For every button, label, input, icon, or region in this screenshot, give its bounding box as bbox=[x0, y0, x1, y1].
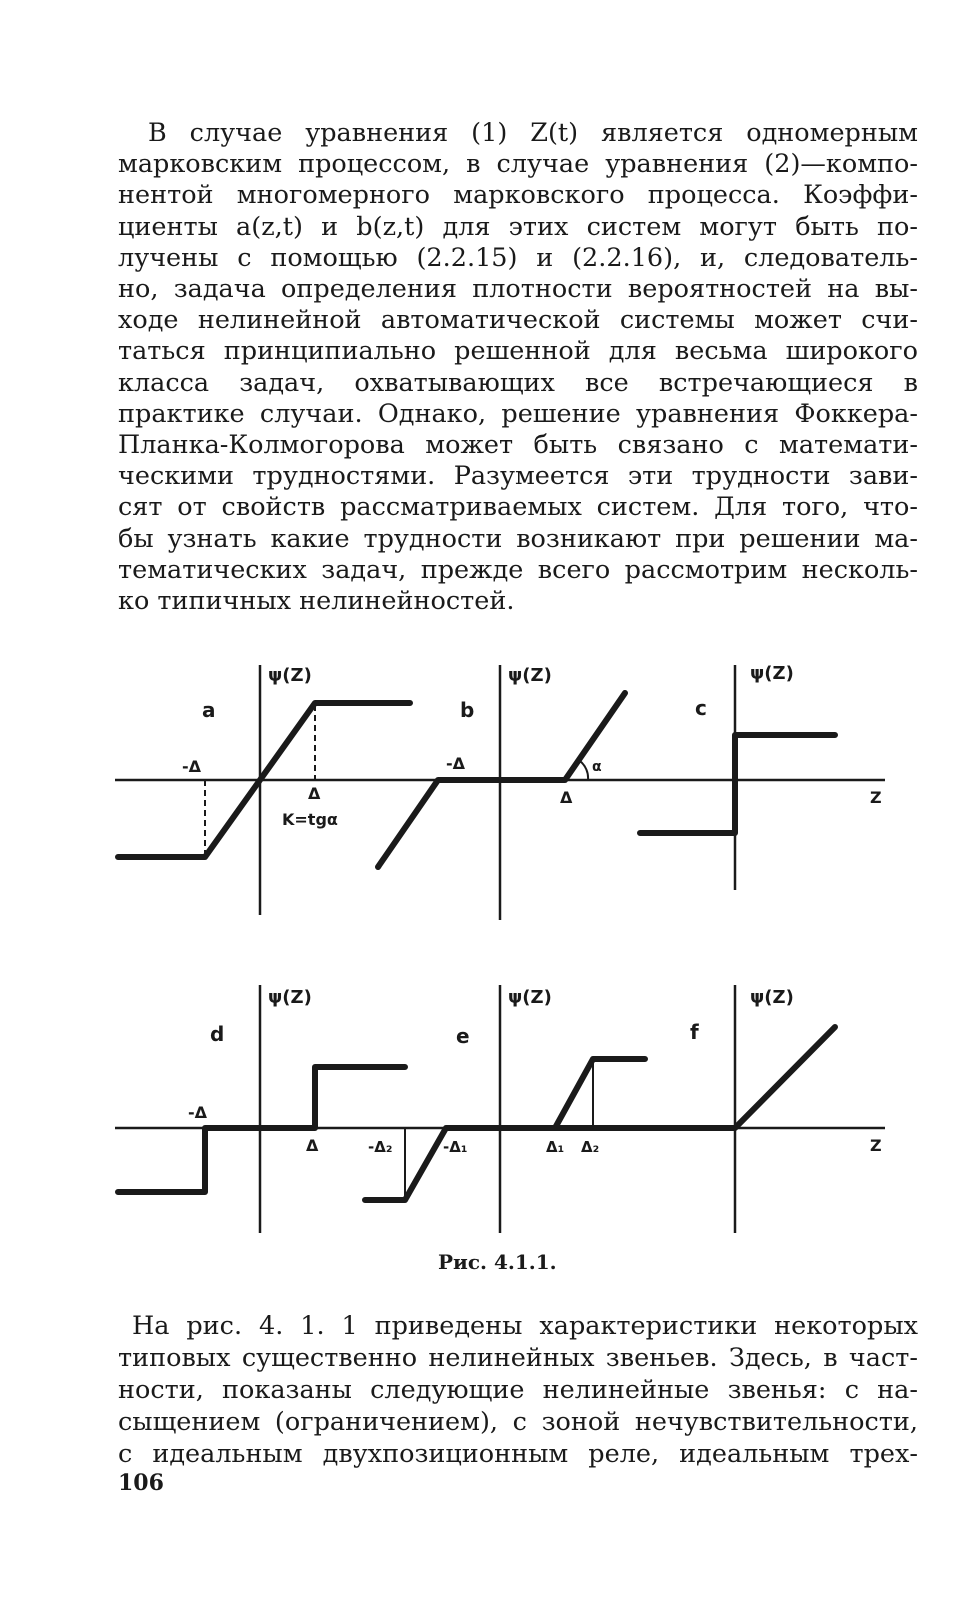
panel-letter: a bbox=[202, 698, 216, 722]
panel-c bbox=[640, 663, 882, 890]
text-line: ности, показаны следующие нелинейные звенья: с на- bbox=[118, 1375, 918, 1405]
x-axis-label: Z bbox=[870, 788, 882, 807]
text-line: сыщением (ограничением), с зоной нечувствительности, bbox=[118, 1407, 918, 1437]
panel-b bbox=[378, 665, 625, 920]
text-line: нентой многомерного марковского процесса. Коэффи- bbox=[118, 180, 918, 211]
threshold-label: -Δ₂ bbox=[368, 1138, 393, 1156]
left-threshold-label: -Δ bbox=[188, 1103, 208, 1122]
slope-label: K=tgα bbox=[282, 810, 338, 829]
text-line: типовых существенно нелинейных звеньев. Здесь, в част- bbox=[118, 1343, 918, 1373]
panel-letter: d bbox=[210, 1022, 225, 1046]
text-line: практике случаи. Однако, решение уравнения Фоккера- bbox=[118, 398, 918, 429]
angle-label: α bbox=[592, 759, 602, 775]
y-axis-label: ψ(Z) bbox=[508, 987, 552, 1008]
panel-letter: b bbox=[460, 698, 475, 722]
left-threshold-label: -Δ bbox=[446, 754, 466, 773]
panel-f bbox=[555, 985, 882, 1233]
text-line: тематических задач, прежде всего рассмотрим несколь- bbox=[118, 554, 918, 585]
right-threshold-label: Δ bbox=[308, 784, 321, 803]
angle-arc bbox=[580, 761, 588, 780]
paragraph-1 bbox=[118, 118, 918, 617]
figure-nonlinearities bbox=[110, 655, 900, 1245]
relay-curve bbox=[640, 735, 835, 833]
panel-letter: c bbox=[695, 696, 707, 720]
text-line: таться принципиально решенной для весьма широкого bbox=[118, 336, 918, 367]
page-number: 106 bbox=[118, 1470, 164, 1496]
text-line: В случае уравнения (1) Z(t) является одномерным bbox=[148, 118, 918, 148]
y-axis-label: ψ(Z) bbox=[268, 665, 312, 686]
y-axis-label: ψ(Z) bbox=[750, 663, 794, 684]
three-position-relay-curve bbox=[118, 1067, 405, 1192]
text-line: Планка-Колмогорова может быть связано с математи- bbox=[118, 430, 918, 461]
y-axis-label: ψ(Z) bbox=[750, 987, 794, 1008]
text-line: ческими трудностями. Разумеется эти трудности зави- bbox=[118, 461, 918, 492]
text-line: циенты a(z,t) и b(z,t) для этих систем могут быть по- bbox=[118, 211, 918, 242]
text-line: с идеальным двухпозиционным реле, идеальным трех- bbox=[118, 1439, 918, 1469]
threshold-label: Δ₂ bbox=[581, 1138, 600, 1156]
left-threshold-label: -Δ bbox=[182, 757, 202, 776]
threshold-label: -Δ₁ bbox=[443, 1138, 468, 1156]
paragraph-2 bbox=[118, 1310, 918, 1470]
y-axis-label: ψ(Z) bbox=[508, 665, 552, 686]
text-line: но, задача определения плотности вероятностей на вы- bbox=[118, 274, 918, 305]
text-line: бы узнать какие трудности возникают при решении ма- bbox=[118, 523, 918, 554]
text-line: лучены с помощью (2.2.15) и (2.2.16), и, следователь- bbox=[118, 242, 918, 273]
threshold-label: Δ₁ bbox=[546, 1138, 565, 1156]
panel-letter: e bbox=[456, 1024, 470, 1048]
y-axis-label: ψ(Z) bbox=[268, 987, 312, 1008]
panel-e bbox=[365, 985, 645, 1233]
text-line: На рис. 4. 1. 1 приведены характеристики некоторых bbox=[132, 1311, 918, 1341]
text-line: ходе нелинейной автоматической системы может счи- bbox=[118, 305, 918, 336]
right-threshold-label: Δ bbox=[560, 788, 573, 807]
figure-caption: Рис. 4.1.1. bbox=[438, 1250, 557, 1274]
text-line: ко типичных нелинейностей. bbox=[118, 586, 515, 617]
x-axis-label: Z bbox=[870, 1136, 882, 1155]
right-threshold-label: Δ bbox=[306, 1136, 319, 1155]
text-line: класса задач, охватывающих все встречающиеся в bbox=[118, 367, 918, 398]
panel-letter: f bbox=[690, 1020, 699, 1044]
text-line: марковским процессом, в случае уравнения (2)—компо- bbox=[118, 149, 918, 180]
text-line: сят от свойств рассматриваемых систем. Для того, что- bbox=[118, 492, 918, 523]
